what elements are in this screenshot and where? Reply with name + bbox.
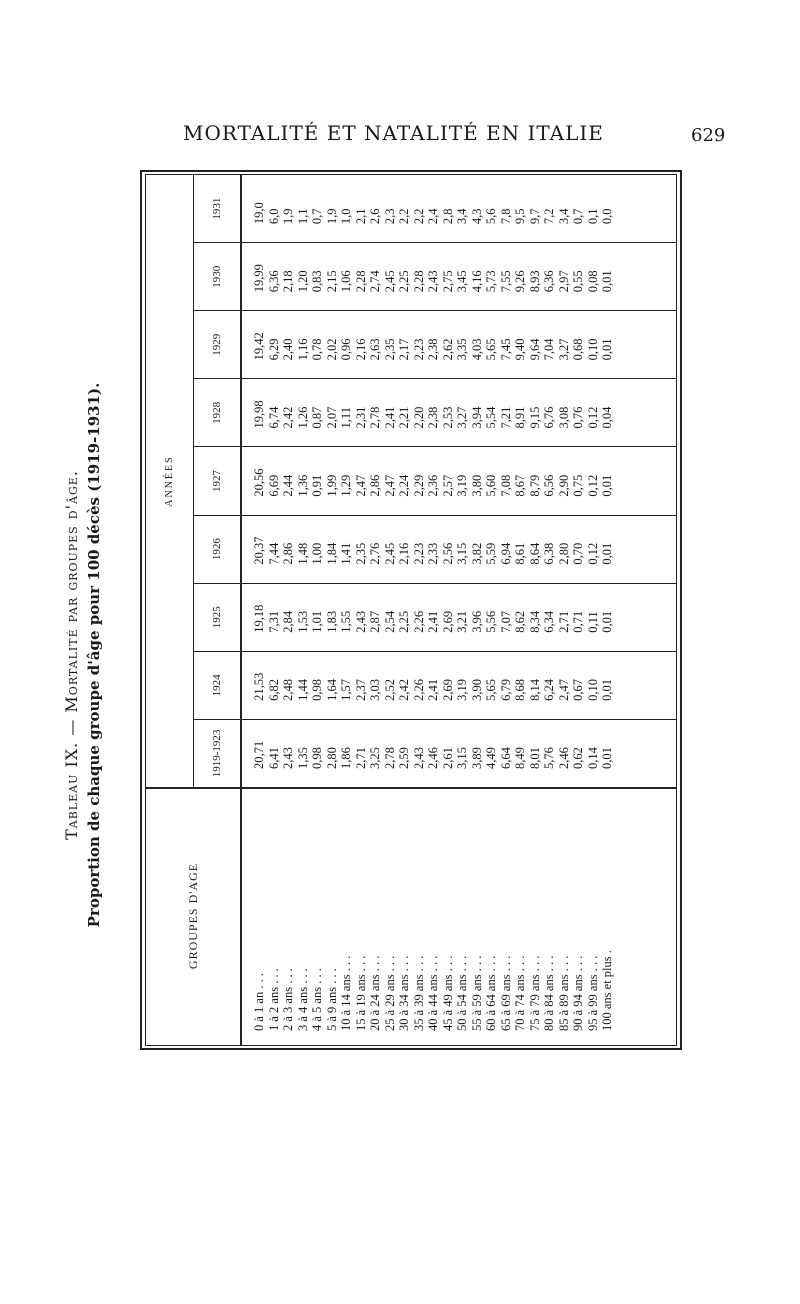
table-cell: 1,00 xyxy=(310,542,324,565)
table-title-block xyxy=(62,330,122,980)
table-cell: 2,29 xyxy=(411,474,426,497)
year-header: 1928 xyxy=(194,379,240,447)
table-cell: 2,41 xyxy=(426,610,440,633)
year-column xyxy=(242,516,676,584)
table-cell: 0,78 xyxy=(310,338,324,361)
table-cell: 2,28 xyxy=(353,270,368,293)
table-cell: 0,01 xyxy=(600,542,614,565)
table-cell: 2,2 xyxy=(397,208,411,225)
table-cell: 3,4 xyxy=(556,208,571,225)
table-cell: 2,80 xyxy=(324,747,339,769)
table-cell: 1,0 xyxy=(339,208,353,225)
table-cell: 9,64 xyxy=(527,338,542,361)
table-cell: 20,71 xyxy=(252,740,266,769)
table-cell: 1,64 xyxy=(324,679,339,701)
table-cell: 3,27 xyxy=(556,338,571,361)
table-cell: 6,34 xyxy=(542,610,556,633)
table-cell: 2,78 xyxy=(368,406,382,429)
table-cell: 7,44 xyxy=(266,542,281,565)
year-column xyxy=(242,311,676,379)
table-cell: 2,26 xyxy=(411,610,426,633)
table-cell: 3,89 xyxy=(469,747,484,769)
table-cell: 0,76 xyxy=(571,406,585,429)
table-cell: 6,64 xyxy=(498,747,513,769)
table-cell: 0,04 xyxy=(600,406,614,429)
table-cell: 2,16 xyxy=(397,542,411,565)
table-cell: 5,65 xyxy=(484,679,498,701)
table-cell: 1,83 xyxy=(324,610,339,633)
table-cell: 2,87 xyxy=(368,610,382,633)
table-cell: 2,35 xyxy=(382,338,397,361)
table-cell: 2,38 xyxy=(426,338,440,361)
table-cell: 1,01 xyxy=(310,610,324,633)
table-cell: 5,59 xyxy=(484,542,498,565)
table-cell: 1,1 xyxy=(295,208,310,225)
age-group-label: 30 à 34 ans . . . xyxy=(397,955,411,1031)
table-cell: 3,15 xyxy=(455,542,469,565)
table-cell: 2,75 xyxy=(440,270,455,293)
table-cell: 7,8 xyxy=(498,208,513,225)
table-cell: 19,99 xyxy=(252,264,266,293)
table-cell: 1,36 xyxy=(295,474,310,497)
age-group-label: 20 à 24 ans . . . xyxy=(368,955,382,1031)
table-cell: 7,31 xyxy=(266,610,281,633)
table-cell: 2,35 xyxy=(353,542,368,565)
table-cell: 7,45 xyxy=(498,338,513,361)
table-cell: 1,06 xyxy=(339,270,353,293)
table-cell: 7,04 xyxy=(542,338,556,361)
table-cell: 6,56 xyxy=(542,474,556,497)
table-cell: 2,45 xyxy=(382,270,397,293)
age-group-label: 35 à 39 ans . . . xyxy=(411,955,426,1031)
table-cell: 3,25 xyxy=(368,747,382,769)
table-cell: 1,41 xyxy=(339,542,353,565)
table-cell: 2,86 xyxy=(368,474,382,497)
table-cell: 2,47 xyxy=(353,474,368,497)
table-cell: 3,21 xyxy=(455,610,469,633)
table-cell: 2,1 xyxy=(353,208,368,225)
table-cell: 2,52 xyxy=(382,679,397,701)
table-cell: 1,55 xyxy=(339,610,353,633)
table-cell: 2,44 xyxy=(281,474,295,497)
page-number: 629 xyxy=(691,125,726,146)
table-cell: 2,15 xyxy=(324,270,339,293)
table-cell: 0,55 xyxy=(571,270,585,293)
year-column xyxy=(242,447,676,515)
table-cell: 21,53 xyxy=(252,672,266,701)
age-group-list xyxy=(242,787,615,1045)
table-cell: 0,01 xyxy=(600,338,614,361)
table-cell: 0,12 xyxy=(585,474,600,497)
table-cell: 2,97 xyxy=(556,270,571,293)
year-column xyxy=(242,584,676,652)
table-cell: 1,35 xyxy=(295,747,310,769)
age-group-label: 2 à 3 ans . . . xyxy=(281,968,295,1031)
table-cell: 19,18 xyxy=(252,604,266,633)
table-cell: 8,93 xyxy=(527,270,542,293)
age-group-label: 3 à 4 ans . . . xyxy=(295,968,310,1031)
year-header: 1926 xyxy=(194,516,240,584)
table-cell: 0,12 xyxy=(585,406,600,429)
age-group-label: 75 à 79 ans . . . xyxy=(527,955,542,1031)
table-cell: 0,01 xyxy=(600,747,614,769)
table-cell: 8,01 xyxy=(527,747,542,769)
table-cell: 2,78 xyxy=(382,747,397,769)
year-columns xyxy=(242,175,676,787)
table-cell: 8,67 xyxy=(513,474,527,497)
table-cell: 9,40 xyxy=(513,338,527,361)
table-cell: 2,61 xyxy=(440,747,455,769)
table-cell: 4,16 xyxy=(469,270,484,293)
table-cell: 8,64 xyxy=(527,542,542,565)
table-cell: 6,94 xyxy=(498,542,513,565)
table-cell: 3,08 xyxy=(556,406,571,429)
table-cell: 1,26 xyxy=(295,406,310,429)
year-column xyxy=(242,720,676,787)
table-cell: 0,96 xyxy=(339,338,353,361)
table-cell: 0,10 xyxy=(585,679,600,701)
table-cell: 19,42 xyxy=(252,332,266,361)
table-cell: 7,55 xyxy=(498,270,513,293)
age-group-label: 95 à 99 ans . . . xyxy=(585,955,600,1031)
table-cell: 8,62 xyxy=(513,610,527,633)
table-cell: 8,34 xyxy=(527,610,542,633)
running-title: MORTALITÉ ET NATALITÉ EN ITALIE xyxy=(183,121,604,145)
table-cell: 0,71 xyxy=(571,610,585,633)
year-header: 1930 xyxy=(194,243,240,311)
table-cell: 3,96 xyxy=(469,610,484,633)
table-cell: 9,26 xyxy=(513,270,527,293)
table-cell: 4,03 xyxy=(469,338,484,361)
table-cell: 5,65 xyxy=(484,338,498,361)
table-cell: 0,08 xyxy=(585,270,600,293)
year-header: 1929 xyxy=(194,311,240,379)
table-cell: 1,84 xyxy=(324,542,339,565)
table-cell: 2,07 xyxy=(324,406,339,429)
table-cell: 5,73 xyxy=(484,270,498,293)
table-cell: 3,80 xyxy=(469,474,484,497)
table-cell: 9,5 xyxy=(513,208,527,225)
table-cell: 8,68 xyxy=(513,679,527,701)
age-group-label: 25 à 29 ans . . . xyxy=(382,955,397,1031)
table-cell: 6,24 xyxy=(542,679,556,701)
year-column xyxy=(242,379,676,447)
table-cell: 3,82 xyxy=(469,542,484,565)
table-cell: 2,69 xyxy=(440,610,455,633)
table-cell: 2,16 xyxy=(353,338,368,361)
table-cell: 2,43 xyxy=(353,610,368,633)
table-subcaption: Proportion de chaque groupe d'âge pour 100 décès (1919-1931). xyxy=(85,382,103,928)
table-cell: 6,79 xyxy=(498,679,513,701)
table-cell: 2,48 xyxy=(281,679,295,701)
age-group-label: 4 à 5 ans . . . xyxy=(310,968,324,1031)
table-cell: 0,01 xyxy=(600,610,614,633)
table-cell: 2,26 xyxy=(411,679,426,701)
table-cell: 6,38 xyxy=(542,542,556,565)
age-group-label: 45 à 49 ans . . . xyxy=(440,955,455,1031)
table-cell: 2,59 xyxy=(397,747,411,769)
table-cell: 0,0 xyxy=(600,208,614,225)
table-cell: 3,45 xyxy=(455,270,469,293)
age-group-label: 80 à 84 ans . . . xyxy=(542,955,556,1031)
table-cell: 2,33 xyxy=(426,542,440,565)
table-cell: 2,31 xyxy=(353,406,368,429)
age-group-label: 85 à 89 ans . . . xyxy=(556,955,571,1031)
table-cell: 0,11 xyxy=(585,611,600,633)
table-cell: 19,0 xyxy=(252,202,266,225)
table-cell: 6,69 xyxy=(266,474,281,497)
table-cell: 8,91 xyxy=(513,406,527,429)
table-cell: 3,19 xyxy=(455,679,469,701)
table-cell: 3,35 xyxy=(455,338,469,361)
table-cell: 2,57 xyxy=(440,474,455,497)
table-cell: 20,56 xyxy=(252,468,266,497)
age-group-label: 0 à 1 an . . . xyxy=(252,973,266,1031)
age-group-label: 15 à 19 ans . . . xyxy=(353,955,368,1031)
table-cell: 2,69 xyxy=(440,679,455,701)
age-group-label: 100 ans et plus . xyxy=(600,950,614,1031)
table-cell: 20,37 xyxy=(252,536,266,565)
table-cell: 4,3 xyxy=(469,208,484,225)
table-cell: 2,62 xyxy=(440,338,455,361)
table-cell: 2,80 xyxy=(556,542,571,565)
age-group-label: 10 à 14 ans . . . xyxy=(339,955,353,1031)
table-cell: 0,62 xyxy=(571,747,585,769)
table-cell: 7,08 xyxy=(498,474,513,497)
table-cell: 8,49 xyxy=(513,747,527,769)
table-cell: 2,71 xyxy=(556,610,571,633)
mortality-table xyxy=(146,175,676,1045)
age-group-label: 5 à 9 ans . . . xyxy=(324,968,339,1031)
year-header: 1925 xyxy=(194,584,240,652)
table-cell: 2,23 xyxy=(411,542,426,565)
table-cell: 2,8 xyxy=(440,208,455,225)
year-column xyxy=(242,652,676,720)
table-cell: 6,36 xyxy=(266,270,281,293)
table-cell: 2,2 xyxy=(411,208,426,225)
table-cell: 2,24 xyxy=(397,474,411,497)
table-cell: 2,71 xyxy=(353,747,368,769)
table-cell: 0,91 xyxy=(310,474,324,497)
table-cell: 2,47 xyxy=(556,679,571,701)
age-group-header: GROUPES D'AGE xyxy=(146,787,242,1045)
table-cell: 3,90 xyxy=(469,679,484,701)
table-cell: 6,36 xyxy=(542,270,556,293)
table-cell: 2,86 xyxy=(281,542,295,565)
table-cell: 5,76 xyxy=(542,747,556,769)
year-header-row xyxy=(194,175,242,787)
table-cell: 1,86 xyxy=(339,747,353,769)
table-cell: 0,01 xyxy=(600,474,614,497)
table-cell: 6,0 xyxy=(266,208,281,225)
table-cell: 0,83 xyxy=(310,270,324,293)
table-cell: 0,01 xyxy=(600,270,614,293)
age-group-label: 60 à 64 ans . . . xyxy=(484,955,498,1031)
table-cell: 2,76 xyxy=(368,542,382,565)
table-cell: 2,28 xyxy=(411,270,426,293)
table-cell: 1,9 xyxy=(324,208,339,225)
year-header: 1924 xyxy=(194,652,240,720)
table-cell: 2,84 xyxy=(281,610,295,633)
year-header: 1931 xyxy=(194,175,240,243)
table-cell: 2,3 xyxy=(382,208,397,225)
table-cell: 3,27 xyxy=(455,406,469,429)
table-cell: 1,99 xyxy=(324,474,339,497)
table-cell: 2,25 xyxy=(397,270,411,293)
table-cell: 9,15 xyxy=(527,406,542,429)
table-cell: 2,37 xyxy=(353,679,368,701)
age-group-label: 65 à 69 ans . . . xyxy=(498,955,513,1031)
age-group-label: 90 à 94 ans . . . xyxy=(571,955,585,1031)
table-cell: 6,82 xyxy=(266,679,281,701)
table-cell: 0,68 xyxy=(571,338,585,361)
table-cell: 0,10 xyxy=(585,338,600,361)
age-group-label: 50 à 54 ans . . . xyxy=(455,955,469,1031)
age-group-label: 70 à 74 ans . . . xyxy=(513,955,527,1031)
table-cell: 1,9 xyxy=(281,208,295,225)
table-cell: 8,79 xyxy=(527,474,542,497)
table-cell: 0,87 xyxy=(310,406,324,429)
table-cell: 0,98 xyxy=(310,747,324,769)
table-cell: 2,41 xyxy=(382,406,397,429)
table-cell: 0,7 xyxy=(310,208,324,225)
table-cell: 2,47 xyxy=(382,474,397,497)
table-cell: 1,29 xyxy=(339,474,353,497)
table-cell: 2,46 xyxy=(426,747,440,769)
table-cell: 0,12 xyxy=(585,542,600,565)
table-cell: 5,56 xyxy=(484,610,498,633)
table-cell: 3,03 xyxy=(368,679,382,701)
table-cell: 2,43 xyxy=(411,747,426,769)
age-group-label: 40 à 44 ans . . . xyxy=(426,955,440,1031)
table-cell: 6,41 xyxy=(266,747,281,769)
table-cell: 7,2 xyxy=(542,208,556,225)
table-cell: 0,98 xyxy=(310,679,324,701)
table-cell: 9,7 xyxy=(527,208,542,225)
table-cell: 2,25 xyxy=(397,610,411,633)
table-cell: 2,4 xyxy=(426,208,440,225)
table-cell: 0,75 xyxy=(571,474,585,497)
table-cell: 1,48 xyxy=(295,542,310,565)
table-cell: 2,23 xyxy=(411,338,426,361)
table-caption: Tableau IX. — Mortalité par groupes d'âge. xyxy=(62,470,81,840)
year-header: 1919-1923 xyxy=(211,729,223,778)
table-cell: 2,36 xyxy=(426,474,440,497)
table-cell: 0,14 xyxy=(585,747,600,769)
table-cell: 0,67 xyxy=(571,679,585,701)
table-cell: 2,40 xyxy=(281,338,295,361)
table-cell: 0,01 xyxy=(600,679,614,701)
table-cell: 2,46 xyxy=(556,747,571,769)
table-cell: 2,6 xyxy=(368,208,382,225)
table-cell: 2,41 xyxy=(426,679,440,701)
table-cell: 2,18 xyxy=(281,270,295,293)
table-cell: 5,6 xyxy=(484,208,498,225)
table-cell: 6,29 xyxy=(266,338,281,361)
table-cell: 2,54 xyxy=(382,610,397,633)
table-cell: 2,90 xyxy=(556,474,571,497)
table-cell: 5,54 xyxy=(484,406,498,429)
table-cell: 5,60 xyxy=(484,474,498,497)
table-cell: 1,16 xyxy=(295,338,310,361)
table-cell: 0,1 xyxy=(585,208,600,225)
table-cell: 19,98 xyxy=(252,400,266,429)
table-cell: 2,17 xyxy=(397,338,411,361)
table-cell: 2,38 xyxy=(426,406,440,429)
table-cell: 3,15 xyxy=(455,747,469,769)
table-cell: 2,42 xyxy=(397,679,411,701)
table-cell: 7,21 xyxy=(498,406,513,429)
table-cell: 3,19 xyxy=(455,474,469,497)
table-cell: 1,11 xyxy=(339,407,353,429)
table-cell: 4,49 xyxy=(484,747,498,769)
table-cell: 2,74 xyxy=(368,270,382,293)
age-group-label: 1 à 2 ans . . . xyxy=(266,968,281,1031)
year-column xyxy=(242,175,676,243)
year-column xyxy=(242,243,676,311)
table-cell: 2,63 xyxy=(368,338,382,361)
age-group-label: 55 à 59 ans . . . xyxy=(469,955,484,1031)
table-cell: 1,57 xyxy=(339,679,353,701)
table-cell: 2,43 xyxy=(281,747,295,769)
table-cell: 0,7 xyxy=(571,208,585,225)
table-cell: 0,70 xyxy=(571,542,585,565)
table-cell: 2,02 xyxy=(324,338,339,361)
table-cell: 3,94 xyxy=(469,406,484,429)
table-cell: 2,20 xyxy=(411,406,426,429)
table-cell: 8,61 xyxy=(513,542,527,565)
years-header: ANNÉES xyxy=(146,175,194,787)
table-cell: 1,44 xyxy=(295,679,310,701)
table-cell: 1,20 xyxy=(295,270,310,293)
table-cell: 2,42 xyxy=(281,406,295,429)
year-header: 1927 xyxy=(194,447,240,515)
table-cell: 3,4 xyxy=(455,208,469,225)
table-cell: 2,21 xyxy=(397,406,411,429)
table-cell: 6,74 xyxy=(266,406,281,429)
table-cell: 6,76 xyxy=(542,406,556,429)
table-cell: 2,56 xyxy=(440,542,455,565)
table-cell: 8,14 xyxy=(527,679,542,701)
table-cell: 1,53 xyxy=(295,610,310,633)
table-cell: 2,43 xyxy=(426,270,440,293)
table-cell: 2,53 xyxy=(440,406,455,429)
table-cell: 7,07 xyxy=(498,610,513,633)
table-cell: 2,45 xyxy=(382,542,397,565)
